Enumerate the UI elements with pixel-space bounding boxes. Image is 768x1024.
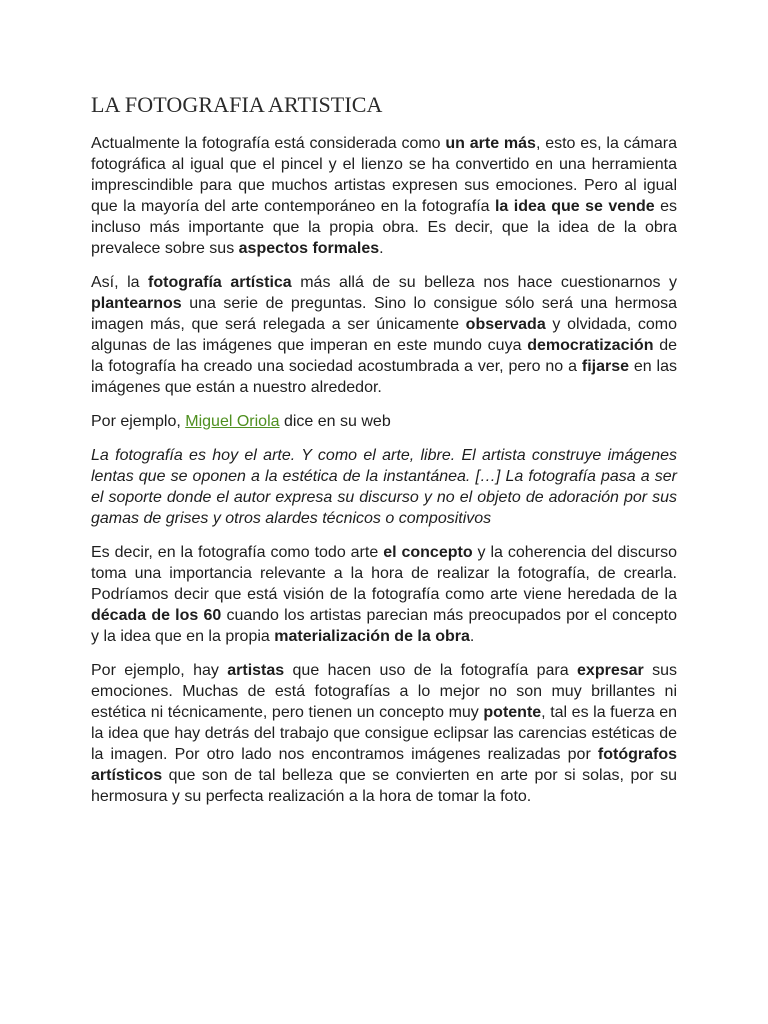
text-run: de la fotografía ha creado una sociedad acostumbrada a ver, pero no a	[91, 337, 677, 375]
text-run: Es decir, en la fotografía como todo arte	[91, 544, 384, 561]
bold-text: expresar	[577, 662, 644, 679]
text-run: Por ejemplo,	[91, 413, 186, 430]
text-run: y olvidada, como algunas de las imágenes que imperan en este mundo cuya	[91, 316, 677, 354]
bold-text: un arte más	[445, 135, 536, 152]
quote-paragraph: La fotografía es hoy el arte. Y como el arte, libre. El artista construye imágenes lentas que se oponen a la estética de la instantánea. […] La fotografía pasa a ser el soporte donde el autor expresa su discurso y no el objeto de adoración por sus gamas de grises y otros alardes técnicos o compositivos	[91, 447, 677, 527]
document-title: LA FOTOGRAFIA ARTISTICA	[91, 92, 383, 117]
text-run: es incluso más importante que la propia obra. Es decir, que la idea de la obra prevalece sobre sus	[91, 198, 677, 257]
bold-text: fotógrafos artísticos	[91, 746, 677, 784]
text-run: dice en su web	[279, 413, 391, 430]
text-run: .	[379, 240, 384, 257]
text-run: una serie de preguntas. Sino lo consigue sólo será una hermosa imagen más, que será relegada a ser únicamente	[91, 295, 677, 333]
bold-text: plantearnos	[91, 295, 182, 312]
text-run: más allá de su belleza nos hace cuestionarnos y	[291, 274, 677, 291]
document-page	[91, 90, 677, 820]
text-run: Así, la	[91, 274, 149, 291]
paragraph-artists	[91, 660, 677, 807]
bold-text: democratización	[527, 337, 654, 354]
text-run: cuando los artistas parecian más preocupados por el concepto y la idea que en la propia	[91, 607, 678, 645]
text-run: Por ejemplo, hay	[91, 662, 228, 679]
paragraph-intro	[91, 133, 677, 259]
bold-text: observada	[465, 316, 546, 333]
paragraph-concept	[91, 542, 677, 647]
bold-text: artistas	[227, 662, 285, 679]
bold-text: la idea que se vende	[494, 198, 655, 215]
paragraph-artistic-photo	[91, 272, 677, 398]
bold-text: materialización de la obra	[274, 628, 470, 645]
text-run: , esto es, la cámara fotográfica al igual que el pincel y el lienzo se ha convertido en una herramienta imprescindible para que muchos artistas expresen sus emociones. Pero al igual que la mayoría del arte contemporáneo en la fotografía	[91, 135, 678, 215]
bold-text: potente	[483, 704, 542, 721]
text-run: sus emociones. Muchas de está fotografías a lo mejor no son muy brillantes ni estética ni técnicamente, pero tienen un concepto muy	[91, 662, 677, 721]
text-run: en las imágenes que están a nuestro alrededor.	[91, 358, 678, 396]
bold-text: aspectos formales	[238, 240, 380, 257]
bold-text: el concepto	[383, 544, 473, 561]
bold-text: fotografía artística	[148, 274, 292, 291]
text-run: que hacen uso de la fotografía para	[284, 662, 578, 679]
miguel-oriola-link[interactable]: Miguel Oriola	[185, 413, 280, 430]
text-run: que son de tal belleza que se convierten en arte por si solas, por su hermosura y su perfecta realización a la hora de tomar la foto.	[91, 767, 677, 805]
bold-text: década de los 60	[91, 607, 222, 624]
text-run: Actualmente la fotografía está considerada como	[91, 135, 446, 152]
text-run: , tal es la fuerza en la idea que hay detrás del trabajo que consigue eclipsar las carencias estéticas de la imagen. Por otro lado nos encontramos imágenes realizadas por	[91, 704, 678, 763]
bold-text: fijarse	[581, 358, 629, 375]
text-run: .	[469, 628, 475, 645]
text-run: y la coherencia del discurso toma una importancia relevante a la hora de realizar la fotografía, de crearla. Podríamos decir que está visión de la fotografía como arte viene heredada de la	[91, 544, 678, 603]
paragraph-example	[91, 411, 677, 432]
